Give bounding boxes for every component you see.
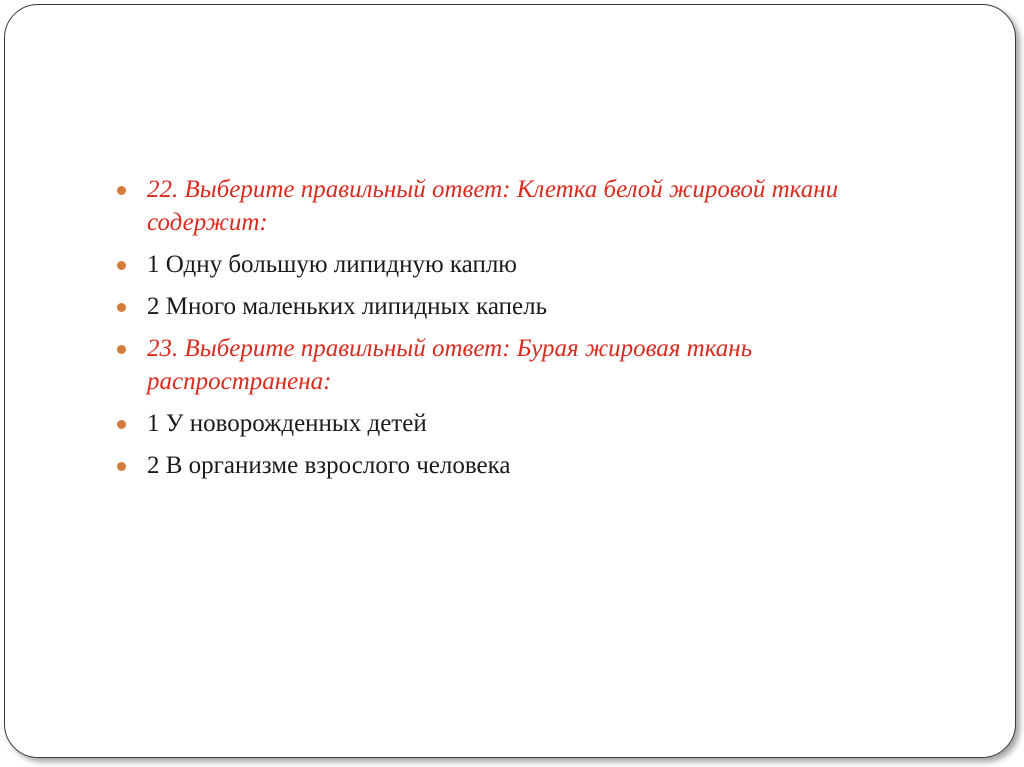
bullet-list <box>117 173 907 491</box>
answer-item <box>117 407 907 440</box>
answer-item <box>117 290 907 323</box>
question-item-23 <box>117 332 907 398</box>
slide-frame <box>4 4 1016 758</box>
bullet-dot-icon <box>117 420 126 429</box>
bullet-dot-icon <box>117 261 126 270</box>
bullet-dot-icon <box>117 345 126 354</box>
answer-text: 1 У новорожденных детей <box>147 410 427 437</box>
bullet-dot-icon <box>117 462 126 471</box>
question-item-22 <box>117 173 907 239</box>
bullet-dot-icon <box>117 303 126 312</box>
question-text: 22. Выберите правильный ответ: Клетка белой жировой ткани содержит: <box>147 176 839 236</box>
answer-text: 1 Одну большую липидную каплю <box>147 251 517 278</box>
question-text: 23. Выберите правильный ответ: Бурая жировая ткань распространена: <box>147 335 753 395</box>
answer-text: 2 В организме взрослого человека <box>147 452 511 479</box>
bullet-dot-icon <box>117 186 126 195</box>
answer-text: 2 Много маленьких липидных капель <box>147 293 547 320</box>
answer-item <box>117 248 907 281</box>
answer-item <box>117 449 907 482</box>
